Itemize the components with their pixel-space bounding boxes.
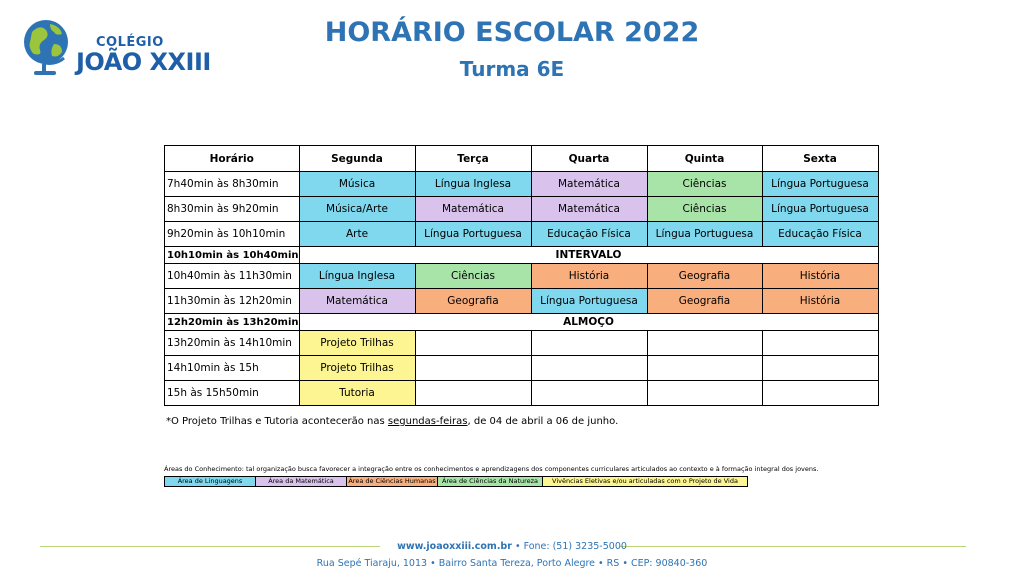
subject-cell	[531, 356, 647, 381]
table-row	[165, 197, 879, 222]
subject-cell	[647, 381, 762, 406]
subject-cell: Geografia	[647, 289, 762, 314]
subject-cell: Geografia	[415, 289, 531, 314]
table-header-row	[165, 146, 879, 172]
break-label: ALMOÇO	[299, 314, 878, 331]
subject-cell: Arte	[299, 222, 415, 247]
time-cell: 13h20min às 14h10min	[165, 331, 300, 356]
table-row	[165, 331, 879, 356]
break-row	[165, 247, 879, 264]
subject-cell	[415, 331, 531, 356]
subject-cell: Música/Arte	[299, 197, 415, 222]
subject-cell: História	[762, 264, 878, 289]
subject-cell: Educação Física	[762, 222, 878, 247]
subject-cell: Matemática	[415, 197, 531, 222]
subject-cell: Matemática	[531, 197, 647, 222]
subject-cell: Educação Física	[531, 222, 647, 247]
subject-cell	[762, 381, 878, 406]
subject-cell: Tutoria	[299, 381, 415, 406]
subject-cell: Matemática	[299, 289, 415, 314]
subject-cell	[415, 381, 531, 406]
subject-cell: Ciências	[415, 264, 531, 289]
logo-line1: COLÉGIO	[96, 35, 164, 50]
footer-website[interactable]: www.joaoxxiii.com.br	[397, 541, 512, 552]
time-cell: 14h10min às 15h	[165, 356, 300, 381]
page-title: HORÁRIO ESCOLAR 2022	[324, 17, 700, 48]
time-cell: 10h10min às 10h40min	[165, 247, 300, 264]
legend-item: Área de Ciências da Natureza	[437, 476, 543, 487]
header-time: Horário	[165, 146, 300, 172]
table-row	[165, 264, 879, 289]
subject-cell: História	[531, 264, 647, 289]
footnote-after: , de 04 de abril a 06 de junho.	[467, 416, 619, 427]
header-wednesday: Quarta	[531, 146, 647, 172]
header-friday: Sexta	[762, 146, 878, 172]
legend-item: Vivências Eletivas e/ou articuladas com o Projeto de Vida	[542, 476, 748, 487]
subject-cell	[647, 356, 762, 381]
subject-cell: Língua Portuguesa	[647, 222, 762, 247]
table-row	[165, 381, 879, 406]
time-cell: 12h20min às 13h20min	[165, 314, 300, 331]
table-row	[165, 356, 879, 381]
areas-description: Áreas do Conhecimento: tal organização busca favorecer a integração entre os conhecimentos e aprendizagens dos componentes curriculares articulados ao contexto e à formação integral dos jovens.	[164, 465, 819, 473]
footnote-before: *O Projeto Trilhas e Tutoria acontecerão nas	[166, 416, 388, 427]
subject-cell: Língua Portuguesa	[531, 289, 647, 314]
subject-cell: Língua Portuguesa	[415, 222, 531, 247]
table-row	[165, 222, 879, 247]
subject-cell	[415, 356, 531, 381]
subject-cell: Língua Portuguesa	[762, 197, 878, 222]
subject-cell: Projeto Trilhas	[299, 356, 415, 381]
subject-cell: Ciências	[647, 197, 762, 222]
time-cell: 11h30min às 12h20min	[165, 289, 300, 314]
header-monday: Segunda	[299, 146, 415, 172]
subject-cell: Língua Portuguesa	[762, 172, 878, 197]
table-row	[165, 172, 879, 197]
subject-cell	[762, 331, 878, 356]
page-subtitle: Turma 6E	[459, 57, 565, 81]
subject-cell: Língua Inglesa	[299, 264, 415, 289]
subject-cell: Projeto Trilhas	[299, 331, 415, 356]
subject-cell: Ciências	[647, 172, 762, 197]
legend-item: Área da Matemática	[255, 476, 347, 487]
legend-item: Área de Linguagens	[164, 476, 256, 487]
footer-phone: • Fone: (51) 3235-5000	[514, 541, 627, 552]
footer-address: Rua Sepé Tiaraju, 1013 • Bairro Santa Tereza, Porto Alegre • RS • CEP: 90840-360	[316, 558, 708, 569]
header-thursday: Quinta	[647, 146, 762, 172]
subject-cell: Música	[299, 172, 415, 197]
time-cell: 7h40min às 8h30min	[165, 172, 300, 197]
subject-cell: Língua Inglesa	[415, 172, 531, 197]
logo-line2: JOÃO XXIII	[76, 48, 211, 76]
time-cell: 8h30min às 9h20min	[165, 197, 300, 222]
table-row	[165, 289, 879, 314]
break-row	[165, 314, 879, 331]
footer-contact	[0, 541, 1024, 552]
time-cell: 15h às 15h50min	[165, 381, 300, 406]
break-label: INTERVALO	[299, 247, 878, 264]
time-cell: 10h40min às 11h30min	[165, 264, 300, 289]
time-cell: 9h20min às 10h10min	[165, 222, 300, 247]
subject-cell	[531, 331, 647, 356]
footnote-underlined: segundas-feiras	[387, 416, 468, 427]
subject-cell: Matemática	[531, 172, 647, 197]
header-tuesday: Terça	[415, 146, 531, 172]
subject-cell: Geografia	[647, 264, 762, 289]
footnote	[166, 416, 618, 427]
subject-cell	[647, 331, 762, 356]
legend-item: Área de Ciências Humanas	[346, 476, 438, 487]
subject-cell	[762, 356, 878, 381]
subject-cell	[531, 381, 647, 406]
subject-cell: História	[762, 289, 878, 314]
area-legend	[164, 476, 747, 487]
schedule-table	[164, 145, 879, 406]
